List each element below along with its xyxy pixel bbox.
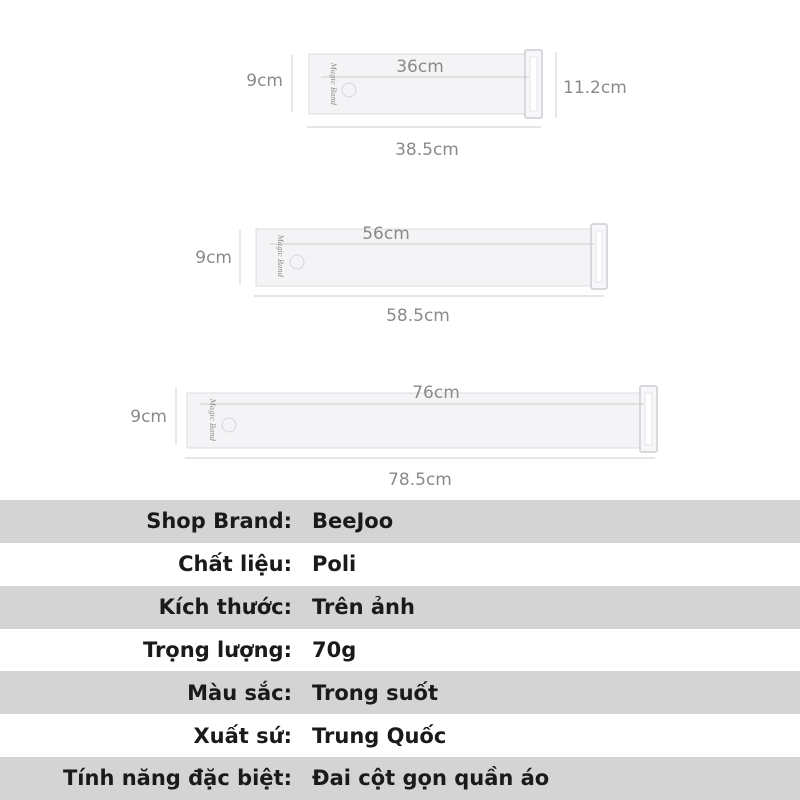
spec-row-weight: [0, 629, 800, 672]
total-length-label: 58.5cm: [386, 306, 450, 326]
spec-label: Trọng lượng:: [142, 637, 292, 662]
length-label: 36cm: [396, 57, 444, 77]
spec-row-feature: [0, 757, 800, 800]
spec-label: Shop Brand:: [146, 509, 292, 534]
length-label: 76cm: [412, 383, 460, 403]
total-length-label: 78.5cm: [388, 470, 452, 490]
spec-label: Chất liệu:: [178, 552, 292, 577]
spec-value: Trên ảnh: [312, 595, 415, 620]
spec-label: Kích thước:: [158, 595, 292, 620]
spec-row-brand: [0, 500, 800, 543]
band-medium: [195, 224, 607, 326]
brand-mark: Magic Band: [208, 398, 216, 442]
spec-value: Poli: [312, 552, 357, 577]
buckle-slot: [645, 393, 652, 445]
length-label: 56cm: [362, 224, 410, 244]
buckle-slot: [596, 231, 602, 282]
spec-label: Màu sắc:: [187, 680, 292, 705]
buckle-slot: [530, 57, 537, 111]
band-small: [246, 50, 627, 160]
spec-value: 70g: [312, 637, 357, 662]
spec-label: Tính năng đặc biệt:: [62, 766, 292, 791]
band-body: [256, 229, 593, 286]
total-length-label: 38.5cm: [395, 140, 459, 160]
spec-value: Đai cột gọn quần áo: [312, 766, 550, 791]
width-label: 9cm: [195, 248, 232, 268]
brand-mark: Magic Band: [276, 234, 284, 278]
width-label: 9cm: [246, 71, 283, 91]
spec-row-origin: [0, 714, 800, 757]
spec-value: Trung Quốc: [312, 723, 447, 748]
width-label: 9cm: [130, 407, 167, 427]
spec-row-color: [0, 671, 800, 714]
spec-value: BeeJoo: [312, 509, 394, 534]
spec-row-size: [0, 586, 800, 629]
spec-table: [0, 500, 800, 800]
spec-label: Xuất sứ:: [193, 723, 292, 748]
band-large: [130, 383, 657, 490]
buckle-height-label: 11.2cm: [563, 78, 627, 98]
spec-value: Trong suốt: [312, 680, 439, 705]
brand-mark: Magic Band: [329, 62, 337, 106]
spec-row-material: [0, 543, 800, 586]
